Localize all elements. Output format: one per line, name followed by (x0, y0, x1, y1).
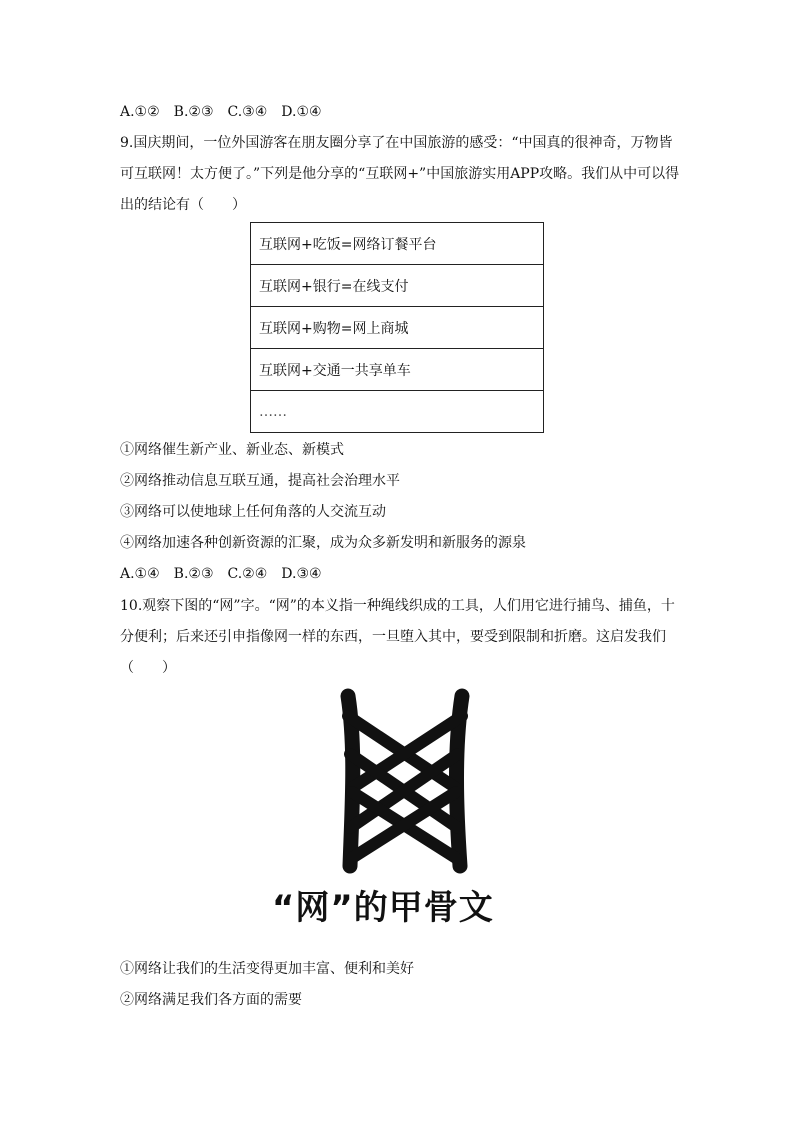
q9-app-table (250, 222, 544, 433)
q10-stem: 10.观察下图的“网”字。“网”的本义指一种绳线织成的工具，人们用它进行捕鸟、捕鱼，十分便利；后来还引申指像网一样的东西，一旦堕入其中，要受到限制和折磨。这启发我们（ ） (120, 598, 675, 676)
q9-option-2: ②网络推动信息互联互通，提高社会治理水平 (120, 473, 400, 489)
q9-answer-choices: A.①④ B.②③ C.②④ D.③④ (120, 566, 322, 582)
table-cell: 互联网+交通一共享单车 (251, 349, 544, 391)
table-row (251, 391, 544, 433)
q10-option-2: ②网络满足我们各方面的需要 (120, 992, 302, 1008)
q8-answer-choices: A.①② B.②③ C.③④ D.①④ (120, 104, 322, 120)
q9-option-3: ③网络可以使地球上任何角落的人交流互动 (120, 504, 386, 520)
table-cell: 互联网+吃饭=网络订餐平台 (251, 223, 544, 265)
table-row (251, 307, 544, 349)
q9-option-4: ④网络加速各种创新资源的汇聚，成为众多新发明和新服务的源泉 (120, 535, 526, 551)
table-row (251, 265, 544, 307)
q10-option-1: ①网络让我们的生活变得更加丰富、便利和美好 (120, 961, 414, 977)
figure-caption: “网”的甲骨文 (272, 888, 494, 928)
q9-option-1: ①网络催生新产业、新业态、新模式 (120, 442, 344, 458)
table-cell: …… (251, 391, 544, 433)
q9-stem: 9.国庆期间，一位外国游客在朋友圈分享了在中国旅游的感受：“中国真的很神奇，万物皆可互联网！太方便了。”下列是他分享的“互联网+”中国旅游实用APP攻略。我们从中可以得出的结论有（ ） (120, 135, 680, 213)
table-cell: 互联网+银行=在线支付 (251, 265, 544, 307)
oracle-bone-wang-glyph (330, 688, 480, 878)
table-row (251, 223, 544, 265)
table-cell: 互联网+购物=网上商城 (251, 307, 544, 349)
table-row (251, 349, 544, 391)
